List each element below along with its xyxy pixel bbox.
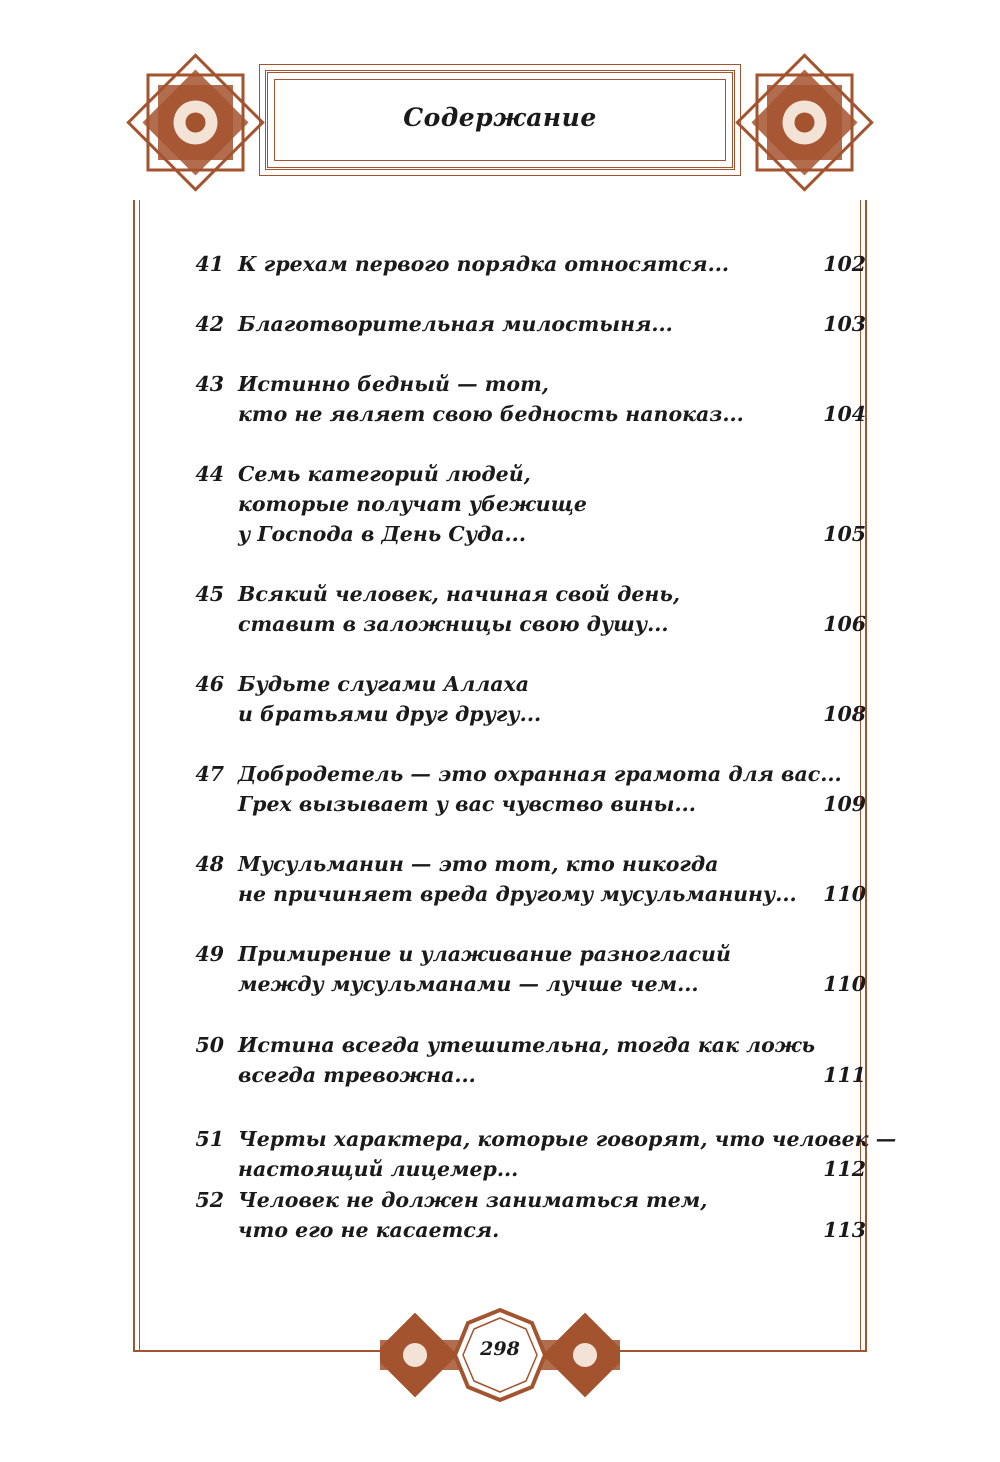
toc-entry[interactable]	[190, 579, 870, 639]
toc-entry[interactable]	[190, 369, 870, 429]
toc-entry-number: 46	[195, 672, 224, 696]
toc-entry-title: ставит в заложницы свою душу...	[238, 612, 669, 636]
toc-entry-page: 106	[823, 612, 866, 636]
toc-entry[interactable]	[190, 939, 870, 999]
toc-entry-page: 103	[823, 312, 866, 336]
toc-entry-title: Человек не должен заниматься тем,	[238, 1188, 708, 1212]
toc-entry-title: К грехам первого порядка относятся...	[238, 252, 730, 276]
toc-entry-title: у Господа в День Суда...	[238, 522, 526, 546]
toc-entry-title: кто не являет свою бедность напоказ...	[238, 402, 744, 426]
toc-entry-title: которые получат убежище	[238, 492, 587, 516]
toc-entry-title: всегда тревожна...	[238, 1063, 476, 1087]
toc-entry[interactable]	[190, 759, 870, 819]
toc-entry-title: Будьте слугами Аллаха	[238, 672, 530, 696]
toc-entry-page: 102	[823, 252, 866, 276]
toc-entry-title: Грех вызывает у вас чувство вины...	[238, 792, 696, 816]
toc-entry-page: 109	[823, 792, 866, 816]
toc-entry-title: Благотворительная милостыня...	[238, 312, 673, 336]
frame-bottom-right	[617, 1350, 867, 1352]
toc-entry-title: Черты характера, которые говорят, что человек —	[238, 1127, 897, 1151]
toc-entry-page: 112	[823, 1157, 866, 1181]
toc-entry-page: 104	[823, 402, 866, 426]
toc-entry-title: и братьями друг другу...	[238, 702, 542, 726]
toc-entry-number: 43	[195, 372, 224, 396]
toc-entry[interactable]	[190, 1124, 897, 1184]
toc-entry[interactable]	[190, 849, 870, 909]
toc-entry-number: 48	[195, 852, 224, 876]
toc-entry-title: настоящий лицемер...	[238, 1157, 519, 1181]
toc-entry-title: Семь категорий людей,	[238, 462, 531, 486]
toc-entry-title: Добродетель — это охранная грамота для вас...	[238, 762, 842, 786]
toc-entry-page: 111	[823, 1063, 866, 1087]
header-box	[265, 70, 735, 170]
page-number: 298	[480, 1338, 520, 1360]
toc-entry-title: Истина всегда утешительна, тогда как ложь	[238, 1033, 816, 1057]
toc-entry-number: 51	[195, 1127, 224, 1151]
toc-entry-page: 105	[823, 522, 866, 546]
toc-entry[interactable]	[190, 669, 870, 729]
toc-entry-number: 47	[195, 762, 224, 786]
toc-entry[interactable]	[190, 459, 870, 549]
toc-entry-page: 110	[823, 972, 866, 996]
toc-entry-page: 110	[823, 882, 866, 906]
toc-entry-title: Мусульманин — это тот, кто никогда	[238, 852, 719, 876]
frame-left-inner	[139, 200, 140, 1350]
toc-entry[interactable]	[190, 1185, 870, 1245]
ornament-top-left-icon	[118, 45, 273, 200]
toc-entry[interactable]	[190, 309, 870, 339]
page-title: Содержание	[403, 103, 597, 132]
toc-entry[interactable]	[190, 1030, 870, 1090]
toc-entry-title: Всякий человек, начиная свой день,	[238, 582, 681, 606]
toc-entry-number: 45	[195, 582, 224, 606]
toc-entry-title: Примирение и улаживание разногласий	[238, 942, 731, 966]
ornament-top-right-icon	[727, 45, 882, 200]
toc-entry-title: между мусульманами — лучше чем...	[238, 972, 699, 996]
frame-bottom-left	[133, 1350, 383, 1352]
toc-entry-number: 41	[195, 252, 224, 276]
toc-entry-page: 108	[823, 702, 866, 726]
toc-entry-number: 49	[195, 942, 224, 966]
toc-entry-number: 44	[195, 462, 224, 486]
frame-left-outer	[133, 200, 135, 1350]
toc-entry-number: 50	[195, 1033, 224, 1057]
toc-entry-title: не причиняет вреда другому мусульманину...	[238, 882, 797, 906]
toc-entry-page: 113	[823, 1218, 866, 1242]
toc-entry-number: 42	[195, 312, 224, 336]
toc-entry-title: что его не касается.	[238, 1218, 500, 1242]
toc-entry-number: 52	[195, 1188, 224, 1212]
toc-entry-title: Истинно бедный — тот,	[238, 372, 549, 396]
toc-entry[interactable]	[190, 249, 870, 279]
